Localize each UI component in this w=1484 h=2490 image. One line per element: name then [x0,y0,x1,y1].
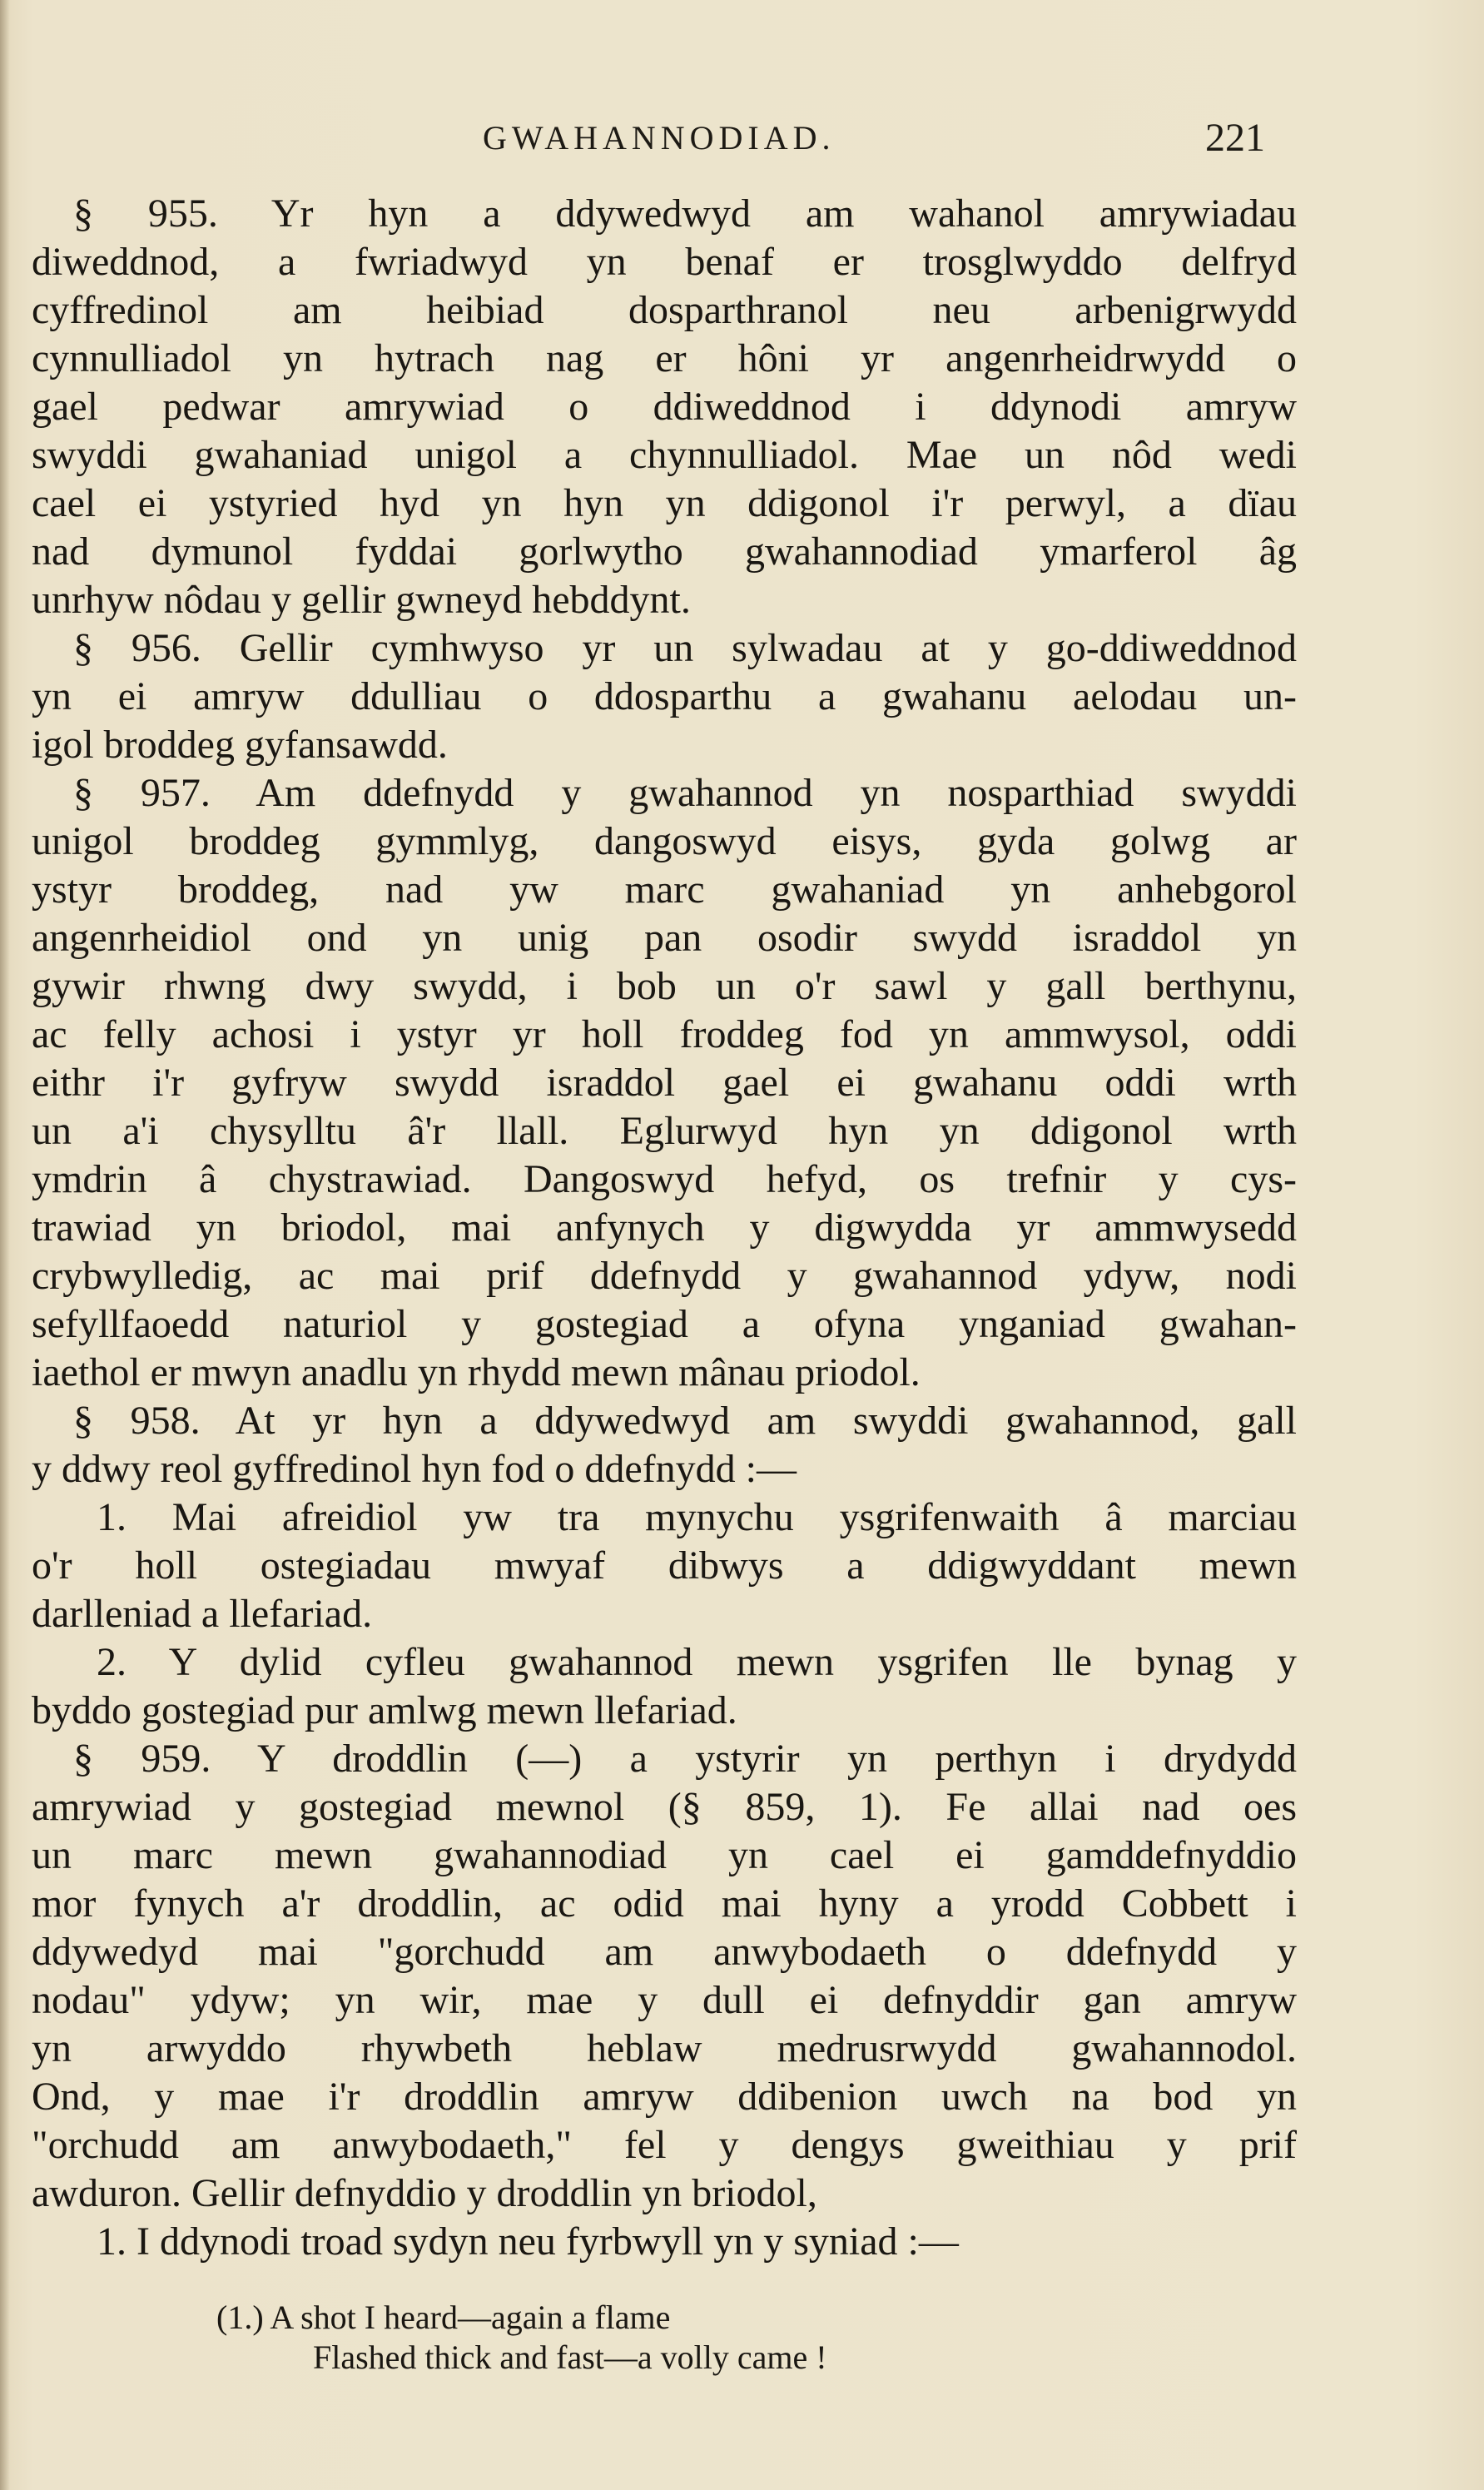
text-line: § 957. Am ddefnydd y gwahannod yn nosparthiad swyddi [73,771,1297,815]
text-line: 2. Y dylid cyfleu gwahannod mewn ysgrifen lle bynag y [97,1640,1297,1684]
text-line: eithr i'r gyfryw swydd israddol gael ei gwahanu oddi wrth [32,1061,1297,1105]
text-line: angenrheidiol ond yn unig pan osodir swydd israddol yn [32,916,1297,960]
text-line: cynnulliadol yn hytrach nag er hôni yr angenrheidrwydd o [32,336,1297,380]
text-line: nodau" ydyw; yn wir, mae y dull ei defnyddir gan amryw [32,1978,1297,2022]
spine-shadow [0,0,10,2490]
text-line: § 955. Yr hyn a ddywedwyd am wahanol amrywiadau [73,191,1297,236]
verse-line-2: Flashed thick and fast—a volly came ! [313,2338,827,2376]
text-line: ac felly achosi i ystyr yr holl froddeg fod yn ammwysol, oddi [32,1012,1297,1056]
text-line: nad dymunol fyddai gorlwytho gwahannodiad ymarferol âg [32,529,1297,574]
text-line: cyffredinol am heibiad dosparthranol neu arbenigrwydd [32,288,1297,332]
text-line: gael pedwar amrywiad o ddiweddnod i ddynodi amryw [32,385,1297,429]
text-line: iaethol er mwyn anadlu yn rhydd mewn mânau priodol. [32,1350,921,1394]
running-head: GWAHANNODIAD. [483,119,836,157]
text-line: § 959. Y droddlin (—) a ystyrir yn perthyn i drydydd [73,1737,1297,1781]
page-number: 221 [1205,116,1265,160]
verse-quote [216,2298,827,2378]
text-line: ddywedyd mai "gorchudd am anwybodaeth o ddefnydd y [32,1930,1297,1974]
text-line: igol broddeg gyfansawdd. [32,723,448,767]
text-line: byddo gostegiad pur amlwg mewn llefariad. [32,1688,737,1732]
text-line: yn ei amryw ddulliau o ddosparthu a gwahanu aelodau un- [32,674,1297,718]
text-line: yn arwyddo rhywbeth heblaw medrusrwydd gwahannodol. [32,2026,1297,2070]
text-line: amrywiad y gostegiad mewnol (§ 859, 1). Fe allai nad oes [32,1785,1297,1829]
text-line: crybwylledig, ac mai prif ddefnydd y gwahannod ydyw, nodi [32,1254,1297,1298]
text-line: y ddwy reol gyffredinol hyn fod o ddefnydd :— [32,1447,797,1491]
text-line: sefyllfaoedd naturiol y gostegiad a ofyna ynganiad gwahan- [32,1302,1297,1346]
text-line: § 958. At yr hyn a ddywedwyd am swyddi gwahannod, gall [73,1399,1297,1443]
text-line: trawiad yn briodol, mai anfynych y digwydda yr ammwysedd [32,1205,1297,1250]
text-line: un marc mewn gwahannodiad yn cael ei gamddefnyddio [32,1833,1297,1877]
text-line: awduron. Gellir defnyddio y droddlin yn briodol, [32,2171,817,2215]
text-line: un a'i chysylltu â'r llall. Eglurwyd hyn yn ddigonol wrth [32,1109,1297,1153]
text-line: o'r holl ostegiadau mwyaf dibwys a ddigwyddant mewn [32,1543,1297,1588]
text-line: 1. Mai afreidiol yw tra mynychu ysgrifenwaith â marciau [97,1495,1297,1539]
text-line: cael ei ystyried hyd yn hyn yn ddigonol i'r perwyl, a dïau [32,481,1297,525]
text-line: diweddnod, a fwriadwyd yn benaf er trosglwyddo delfryd [32,240,1297,284]
text-line: darlleniad a llefariad. [32,1592,373,1636]
body-text [32,190,1297,2266]
text-line: unrhyw nôdau y gellir gwneyd hebddynt. [32,578,691,622]
text-line: gywir rhwng dwy swydd, i bob un o'r sawl y gall berthynu, [32,964,1297,1008]
text-line: ystyr broddeg, nad yw marc gwahaniad yn anhebgorol [32,867,1297,912]
text-line: Ond, y mae i'r droddlin amryw ddibenion uwch na bod yn [32,2075,1297,2119]
text-line: 1. I ddynodi troad sydyn neu fyrbwyll yn y syniad :— [97,2219,959,2264]
verse-line-1: (1.) A shot I heard—again a flame [216,2299,671,2336]
text-line: mor fynych a'r droddlin, ac odid mai hyny a yrodd Cobbett i [32,1881,1297,1926]
page-header [33,115,1298,165]
text-line: § 956. Gellir cymhwyso yr un sylwadau at y go-ddiweddnod [73,626,1297,670]
text-line: unigol broddeg gymmlyg, dangoswyd eisys, gyda golwg ar [32,819,1297,863]
text-line: swyddi gwahaniad unigol a chynnulliadol. Mae un nôd wedi [32,433,1297,477]
text-line: ymdrin â chystrawiad. Dangoswyd hefyd, os trefnir y cys- [32,1157,1297,1201]
text-line: "orchudd am anwybodaeth," fel y dengys gweithiau y prif [32,2123,1297,2167]
